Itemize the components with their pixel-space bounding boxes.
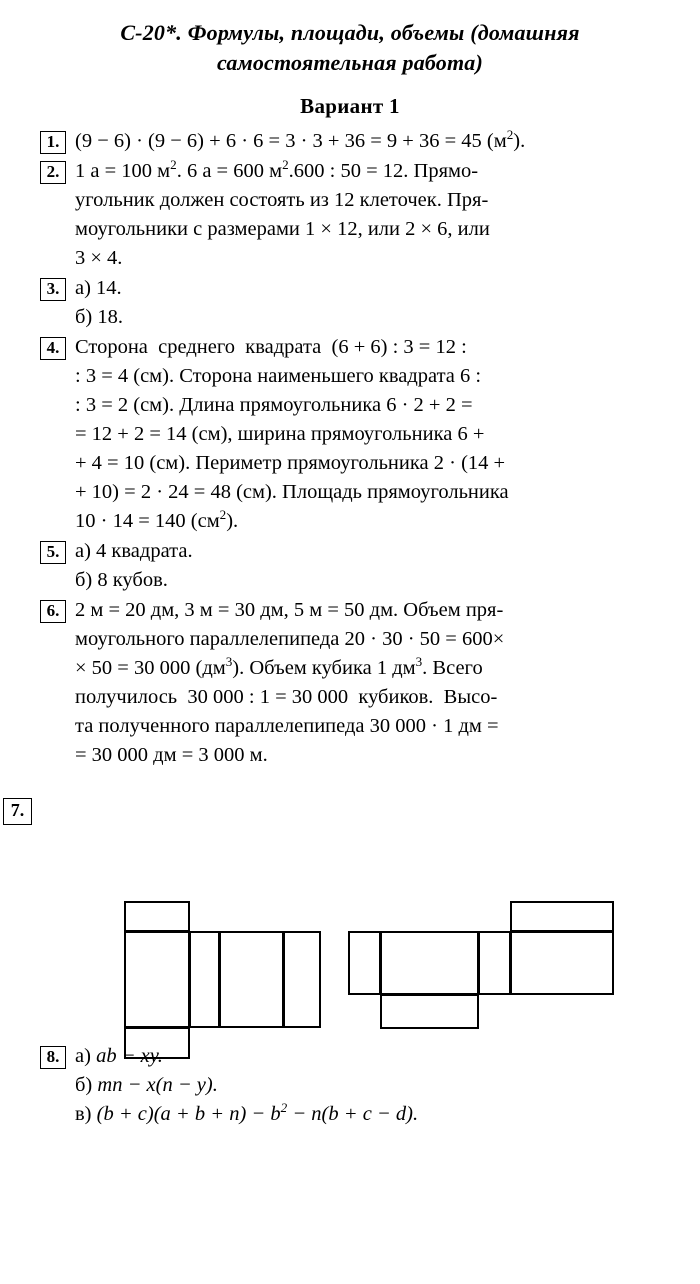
- item-line: : 3 = 4 (см). Сторона наименьшего квадрата 6 :: [75, 365, 482, 387]
- item-number-box: 1.: [40, 131, 66, 154]
- box-net-left-face-2: [189, 931, 220, 1028]
- item-line: + 4 = 10 (см). Периметр прямоугольника 2 · (14 +: [75, 452, 506, 474]
- box-net-right-face-3: [478, 931, 511, 995]
- answer-item-5: [40, 537, 670, 595]
- answer-item-7: [0, 792, 700, 1042]
- item-line: × 50 = 30 000 $(дм^3)$. Объем кубика 1 $дм^3$. Всего: [75, 654, 483, 679]
- item-line: (9 − 6) · (9 − 6) + 6 · 6 = 3 · 3 + 36 = 9 + 36 = 45 $(м^2)$.: [75, 127, 526, 152]
- box-net-left-face-3: [219, 931, 284, 1028]
- box-net-right-face-1: [348, 931, 381, 995]
- item-line: получилось 30 000 : 1 = 30 000 кубиков. Высо-: [75, 686, 498, 708]
- box-net-left-top-flap: [124, 901, 190, 932]
- item-line: моугольники с размерами 1 × 12, или 2 × 6, или: [75, 218, 490, 240]
- item-number-box: 4.: [40, 337, 66, 360]
- answer-item-4: [40, 333, 670, 536]
- item-line: б) mn − x(n − y).: [75, 1074, 218, 1096]
- item-number-box: 2.: [40, 161, 66, 184]
- item-number-box: 5.: [40, 541, 66, 564]
- item-body: [75, 1042, 670, 1129]
- box-net-right-bottom-flap: [380, 994, 479, 1029]
- item-body: [75, 596, 670, 770]
- title-line-1: С-20*. Формулы, площади, объемы (домашняя: [120, 20, 580, 45]
- item-number-box: 8.: [40, 1046, 66, 1069]
- item-body: [75, 333, 670, 536]
- answer-item-8: [40, 1042, 670, 1129]
- item-number-box: 7.: [3, 798, 32, 825]
- item-line: а) ab − xy.: [75, 1045, 163, 1067]
- box-net-right-top-flap: [510, 901, 614, 932]
- box-net-left-face-4: [283, 931, 321, 1028]
- item-line: та полученного параллелепипеда 30 000 · 1 дм =: [75, 715, 499, 737]
- item-line: 10 · 14 = 140 $(см^2)$.: [75, 507, 239, 532]
- box-net-right-face-2: [380, 931, 479, 995]
- item-line: = 12 + 2 = 14 (см), ширина прямоугольника 6 +: [75, 423, 485, 445]
- answers-list: [0, 127, 700, 770]
- item-body: [75, 537, 670, 595]
- item-number-box: 6.: [40, 600, 66, 623]
- item-body: [75, 127, 670, 156]
- item-line: 3 × 4.: [75, 247, 123, 269]
- answers-list-continued: [0, 1042, 700, 1129]
- item-line: Сторона среднего квадрата (6 + 6) : 3 = 12 :: [75, 336, 467, 358]
- item-number-box: 3.: [40, 278, 66, 301]
- item-line: а) 14.: [75, 277, 122, 299]
- answer-item-2: [40, 157, 670, 273]
- answer-item-6: [40, 596, 670, 770]
- answer-item-3: [40, 274, 670, 332]
- item-body: [75, 274, 670, 332]
- item-line: угольник должен состоять из 12 клеточек. Пря-: [75, 189, 489, 211]
- item-line: моугольного параллелепипеда 20 · 30 · 50 = 600×: [75, 628, 505, 650]
- item-line: + 10) = 2 · 24 = 48 (см). Площадь прямоугольника: [75, 481, 509, 503]
- item-line: 1 а = 100 $м^2$. 6 а = 600 $м^2.600$ : 50 = 12. Прямо-: [75, 157, 479, 182]
- answer-item-1: [40, 127, 670, 156]
- box-net-left-face-1: [124, 931, 190, 1028]
- item-line: б) 18.: [75, 306, 124, 328]
- item-line: а) 4 квадрата.: [75, 540, 193, 562]
- item-line: = 30 000 дм = 3 000 м.: [75, 744, 268, 766]
- item-line: в) $(b + c)(a + b + n) - b^2 - n(b + c - d)$.: [75, 1100, 419, 1125]
- item-line: 2 м = 20 дм, 3 м = 30 дм, 5 м = 50 дм. Объем пря-: [75, 599, 504, 621]
- box-net-right-face-4: [510, 931, 614, 995]
- page-title: [0, 0, 700, 78]
- variant-heading: Вариант 1: [300, 94, 400, 118]
- item-body: [75, 157, 670, 273]
- title-line-2: самостоятельная работа): [216, 50, 484, 75]
- item-line: б) 8 кубов.: [75, 569, 168, 591]
- item-line: : 3 = 2 (см). Длина прямоугольника 6 · 2 + 2 =: [75, 394, 473, 416]
